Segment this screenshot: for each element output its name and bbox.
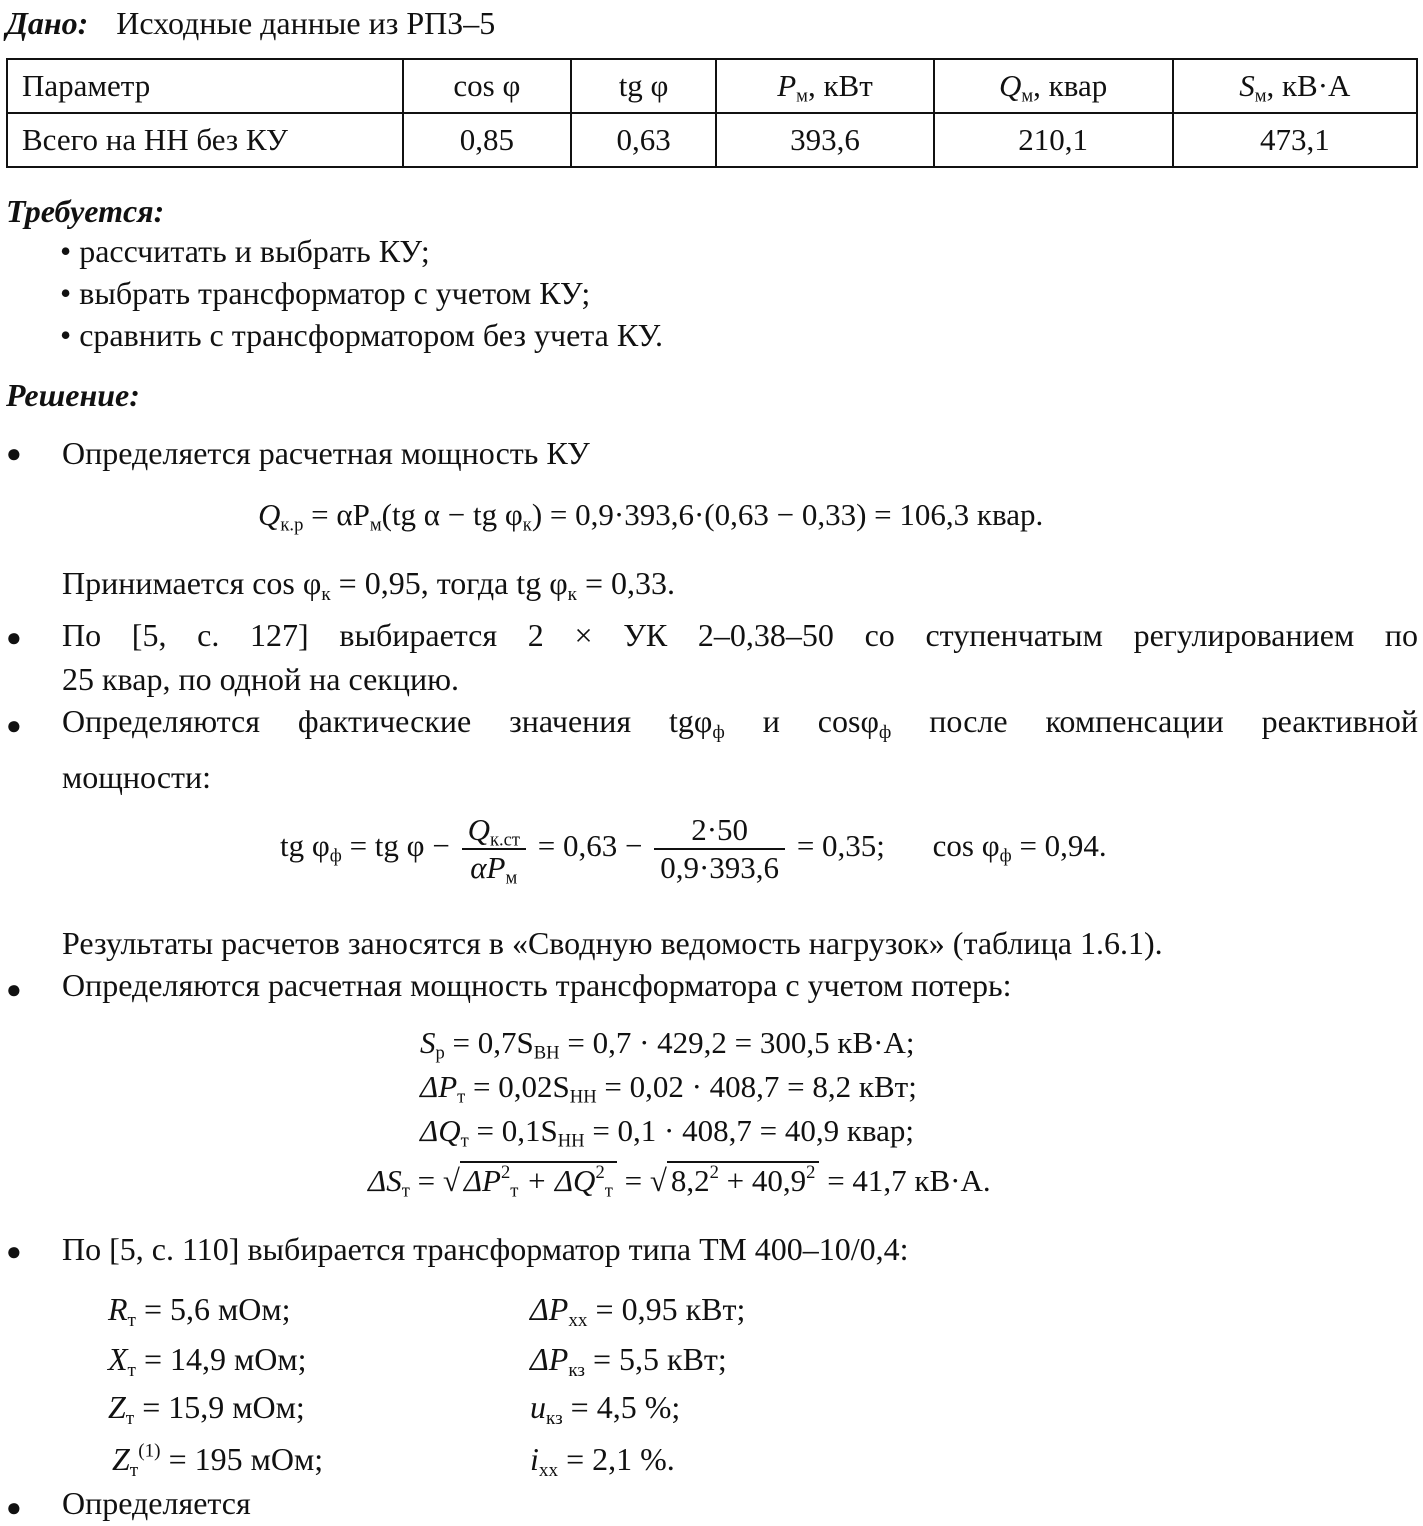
solution-paragraph-4-line-2: мощности:	[62, 759, 212, 795]
param-zt1: $Z_т^{(1)} = 195$ мОм;	[112, 1440, 324, 1481]
solution-paragraph-3-line-1: По [5, с. 127] выбирается 2 × УК 2–0,38–50 со ступенчатым регулированием по	[62, 617, 1418, 653]
list-item: • сравнить с трансформатором без учета КУ.	[60, 317, 664, 353]
header-param: Параметр	[7, 59, 403, 113]
param-dpxx: $\Delta P_{хх} = 0,95$ кВт;	[530, 1291, 746, 1331]
param-dpkz: $\Delta P_{кз} = 5,5$ кВт;	[530, 1341, 727, 1381]
solution-paragraph-5: Результаты расчетов заносятся в «Сводную ведомость нагрузок» (таблица 1.6.1).	[62, 925, 1163, 961]
formula-sp: $S_р = 0,7S_{ВН} = 0,7 \cdot 429,2 = 300,5$ кВ·А;	[420, 1025, 915, 1064]
param-rt: $R_т = 5,6$ мОм;	[108, 1291, 291, 1331]
given-heading	[6, 4, 495, 42]
list-item: • выбрать трансформатор с учетом КУ;	[60, 275, 591, 311]
table-row	[7, 113, 1417, 167]
header-s: $S_м$, кВ·А	[1173, 59, 1417, 113]
param-xt: $X_т = 14,9$ мОм;	[108, 1341, 307, 1381]
formula-dst: $\Delta S_т$ = √ $\Delta P^2_т + \Delta Q^2_т$ = √ $8,2^2 + 40,9^2 = 41,7$ кВ·А.	[368, 1161, 991, 1202]
required-list	[60, 232, 663, 358]
solution-label: Решение:	[6, 377, 140, 413]
solution-paragraph-4-line-1: Определяются фактические значения tgφ$_ф$ и cosφ$_ф$ после компенсации реактивной	[62, 703, 1418, 743]
formula-dqt: $\Delta Q_т = 0,1S_{НН} = 0,1 \cdot 408,7 = 40,9$ квар;	[420, 1113, 915, 1152]
header-tg: tg φ	[571, 59, 717, 113]
param-ukz: $u_{кз} = 4,5$ %;	[530, 1389, 681, 1429]
solution-paragraph-8: Определяется	[62, 1485, 251, 1521]
row-label: Всего на НН без КУ	[7, 113, 403, 167]
bullet-icon: ●	[6, 975, 22, 1004]
param-zt: $Z_т = 15,9$ мОм;	[108, 1389, 305, 1429]
header-cos: cos φ	[403, 59, 571, 113]
list-item: • рассчитать и выбрать КУ;	[60, 233, 430, 269]
solution-paragraph-3-line-2: 25 квар, по одной на секцию.	[62, 661, 459, 697]
given-text: Исходные данные из РПЗ–5	[116, 5, 496, 41]
given-label: Дано:	[6, 5, 89, 41]
solution-paragraph-6: Определяются расчетная мощность трансформатора с учетом потерь:	[62, 967, 1012, 1003]
formula-reactive-power: $Q_{к.р} = \alpha P_м(tg$ α − tg $\varphi_к) = 0,9\cdot 393,6\cdot(0,63 - 0,33) = 106,3$ квар.	[258, 497, 1044, 536]
source-data-table	[6, 58, 1418, 168]
cell-p: 393,6	[716, 113, 933, 167]
required-label: Требуется:	[6, 193, 165, 229]
solution-paragraph-1: Определяется расчетная мощность КУ	[62, 435, 590, 471]
cell-tg: 0,63	[571, 113, 717, 167]
header-q: $Q_м$, квар	[934, 59, 1173, 113]
table-header-row	[7, 59, 1417, 113]
cell-cos: 0,85	[403, 113, 571, 167]
formula-dpt: $\Delta P_т = 0,02S_{НН} = 0,02 \cdot 408,7 = 8,2$ кВт;	[420, 1069, 917, 1108]
cell-q: 210,1	[934, 113, 1173, 167]
param-ixx: $i_{хх} = 2,1$ %.	[530, 1441, 675, 1481]
bullet-icon: ●	[6, 1493, 22, 1522]
formula-tg-actual: tg $\varphi_ф$ = tg φ − $\frac{Q_{к.ст}}{\alpha P_м}$ = 0,63 − $\frac{2\cdot 50}{0,9\cdot 393,6}$ = 0,35; $\cos \varphi_ф = 0,94$.	[280, 812, 1107, 889]
solution-paragraph-2: Принимается $\cos \varphi_к = 0,95$, тогда tg $\varphi_к = 0,33$.	[62, 565, 676, 605]
cell-s: 473,1	[1173, 113, 1417, 167]
bullet-icon: ●	[6, 439, 22, 468]
bullet-icon: ●	[6, 623, 22, 652]
header-p: $P_м$, кВт	[716, 59, 933, 113]
bullet-icon: ●	[6, 1237, 22, 1266]
bullet-icon: ●	[6, 711, 22, 740]
solution-paragraph-7: По [5, с. 110] выбирается трансформатор типа ТМ 400–10/0,4:	[62, 1231, 909, 1267]
